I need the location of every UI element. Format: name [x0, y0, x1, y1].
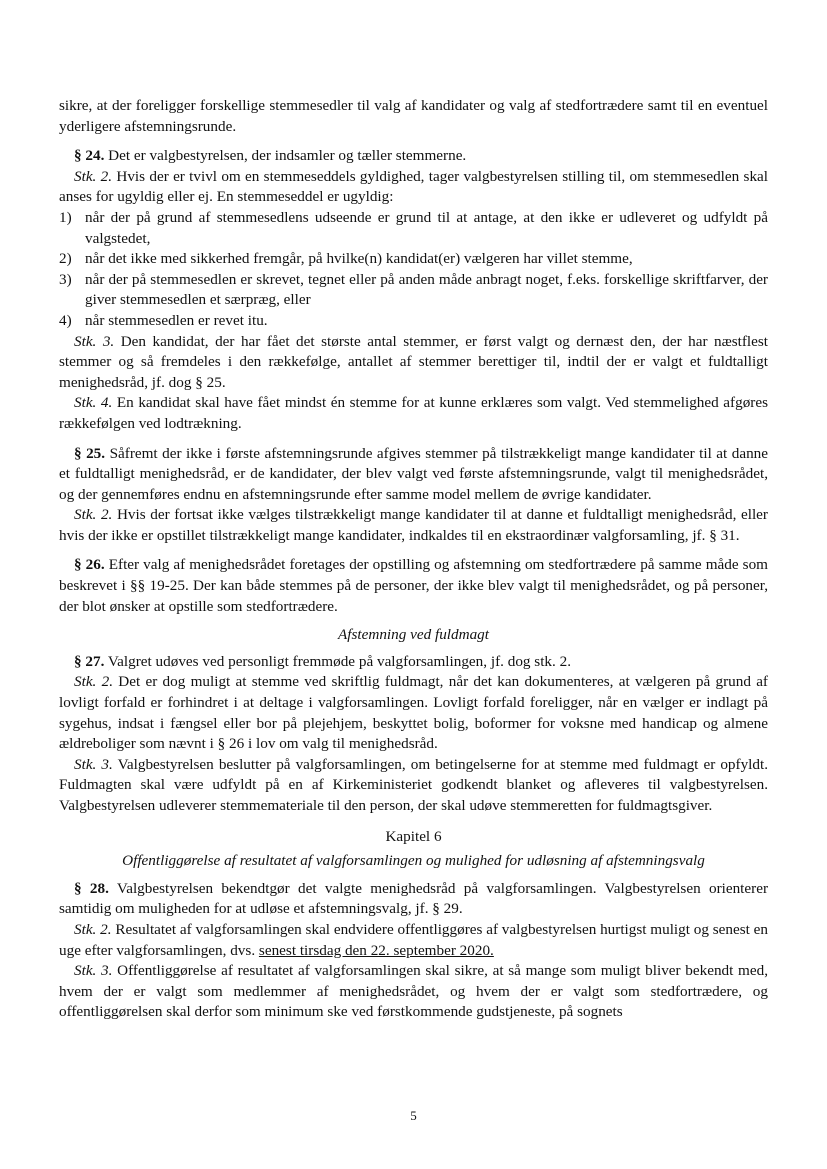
subheading-fuldmagt: Afstemning ved fuldmagt: [337, 626, 489, 644]
section-number: § 28.: [74, 879, 109, 897]
stk-label: Stk. 2.: [74, 920, 112, 938]
stk-text: En kandidat skal have fået mindst én stemme for at kunne erklæres som valgt. Ved stemmelighed afgøres rækkefølgen ved lodtrækning.: [59, 394, 768, 432]
section-text: Såfremt der ikke i første afstemningsrunde afgives stemmer på tilstrækkeligt mange kandidater til at danne et fuldtalligt menighedsråd, er de kandidater, der blev valgt ved første afstemningsrunde, valgt til menighedsrådet, og der gennemføres endnu en afstemningsrunde efter samme model mellem de øvrige kandidater.: [59, 444, 768, 503]
section-24-stk-2: [59, 167, 768, 208]
stk-text: Hvis der er tvivl om en stemmeseddels gyldighed, tager valgbestyrelsen stilling til, om stemmesedlen skal anses for ugyldig eller ej. En stemmeseddel er ugyldig:: [59, 167, 769, 206]
section-number: § 26.: [74, 556, 105, 574]
section-text: Efter valg af menighedsrådet foretages der opstilling og afstemning om stedfortrædere på samme måde som beskrevet i §§ 19-25. Der kan både stemmes på de personer, der ikke blev valgt til menighedsrådet, og på personer, der blot ønsker at opstille som stedfortrædere.: [59, 556, 768, 615]
section-24-stk-4: [59, 393, 768, 434]
chapter-title: Offentliggørelse af resultatet af valgforsamlingen og mulighed for udløsning af afstemningsvalg: [122, 852, 705, 870]
list-item-text: når stemmesedlen er revet itu.: [85, 311, 268, 329]
section-26: [59, 555, 768, 617]
list-item: [59, 270, 768, 311]
stk-text: Den kandidat, der har fået det største antal stemmer, er først valgt og dernæst den, der har næstflest stemmer og så fremdeles i den rækkefølge, antallet af stemmer berettiger til, indtil der er valgt et fuldtalligt menighedsråd, jf. dog § 25.: [59, 332, 768, 391]
section-25-stk-2: [59, 505, 768, 546]
list-item-text: når der på stemmesedlen er skrevet, tegnet eller på anden måde anbragt noget, f.eks. forskellige skriftfarver, der giver stemmesedlen et særpræg, eller: [85, 270, 768, 309]
list-item-number: 1): [59, 208, 72, 226]
list-item: [59, 208, 768, 249]
section-number: § 25.: [74, 444, 106, 462]
section-24: [59, 146, 768, 167]
intro-paragraph: sikre, at der foreligger forskellige stemmesedler til valg af kandidater og valg af stedfortrædere samt til en eventuel yderligere afstemningsrunde.: [59, 97, 768, 135]
list-item-text: når der på grund af stemmesedlens udseende er grund til at antage, at den ikke er udleveret og udfyldt på valgstedet,: [85, 208, 768, 247]
section-24-stk-3: [59, 332, 768, 394]
deadline-date: senest tirsdag den 22. september 2020.: [258, 941, 494, 959]
stk-text: Hvis der fortsat ikke vælges tilstrækkeligt mange kandidater til at danne et fuldtalligt menighedsråd, eller hvis der ikke er opstillet tilstrækkeligt mange kandidater, indkaldes til en ekstraordinær valgforsamling, jf. § 31.: [59, 506, 768, 544]
section-text: Valgbestyrelsen bekendtgør det valgte menighedsråd på valgforsamlingen. Valgbestyrelsen orienterer samtidig om muligheden for at udløse et afstemningsvalg, jf. § 29.: [59, 879, 769, 918]
list-item: [59, 249, 768, 270]
list-item-number: 3): [59, 270, 72, 288]
section-28: [59, 879, 768, 920]
section-number: § 27.: [74, 652, 105, 670]
stk-text: Offentliggørelse af resultatet af valgforsamlingen skal sikre, at så mange som muligt bliver bekendt med, hvem der er valgt som medlemmer af menighedsrådet, og hvem der er valgt som stedfortrædere, og offentliggørelsen skal derfor som minimum ske ved førstkommende gudstjeneste, på sognets: [59, 962, 768, 1021]
stk-label: Stk. 3.: [74, 755, 113, 773]
list-item-number: 4): [59, 311, 72, 329]
list-item-text: når det ikke med sikkerhed fremgår, på hvilke(n) kandidat(er) vælgeren har villet stemme,: [85, 250, 633, 268]
stk-label: Stk. 3.: [74, 332, 115, 350]
page-number: 5: [410, 1108, 417, 1123]
stk-label: Stk. 4.: [74, 394, 113, 412]
section-28-stk-3: [59, 961, 768, 1023]
stk-label: Stk. 2.: [74, 673, 114, 691]
invalid-ballot-list: [59, 208, 768, 332]
stk-label: Stk. 2.: [74, 506, 113, 524]
section-number: § 24.: [74, 147, 105, 165]
stk-text: Resultatet af valgforsamlingen skal endvidere offentliggøres af valgbestyrelsen hurtigst muligt og senest en uge efter valgforsamlingen, dvs.: [59, 920, 768, 959]
stk-text: Valgbestyrelsen beslutter på valgforsamlingen, om betingelserne for at stemme med fuldmagt er opfyldt. Fuldmagten skal være udfyldt på en af Kirkeministeriet godkendt blanket og afleveres til valgbestyrelsen. Valgbestyrelsen udleverer stemmemateriale til den person, der skal udøve stemmeretten for fuldmagtsgiver.: [59, 755, 768, 814]
stk-label: Stk. 2.: [74, 167, 113, 185]
stk-label: Stk. 3.: [74, 962, 113, 980]
section-text: Det er valgbestyrelsen, der indsamler og tæller stemmerne.: [104, 147, 467, 165]
section-28-stk-2: [59, 920, 768, 961]
document-page: [59, 96, 768, 1023]
chapter-heading: Kapitel 6: [385, 827, 442, 845]
stk-text: Det er dog muligt at stemme ved skriftlig fuldmagt, når det kan dokumenteres, at vælgeren på grund af lovligt forfald er forhindret i at deltage i valgforsamlingen. Lovligt forfald foreligger, når en vælger er indlagt på sygehus, indsat i fængsel eller bor på plejehjem, beskyttet bolig, boformer for voksne med handicap og almene ældreboliger som nævnt i § 26 i lov om valg til menighedsråd.: [59, 673, 768, 753]
section-text: Valgret udøves ved personligt fremmøde på valgforsamlingen, jf. dog stk. 2.: [104, 652, 572, 670]
section-27-stk-3: [59, 755, 768, 817]
section-27: [59, 652, 768, 673]
section-27-stk-2: [59, 672, 768, 754]
list-item-number: 2): [59, 250, 72, 268]
section-25: [59, 444, 768, 506]
list-item: [59, 311, 768, 332]
